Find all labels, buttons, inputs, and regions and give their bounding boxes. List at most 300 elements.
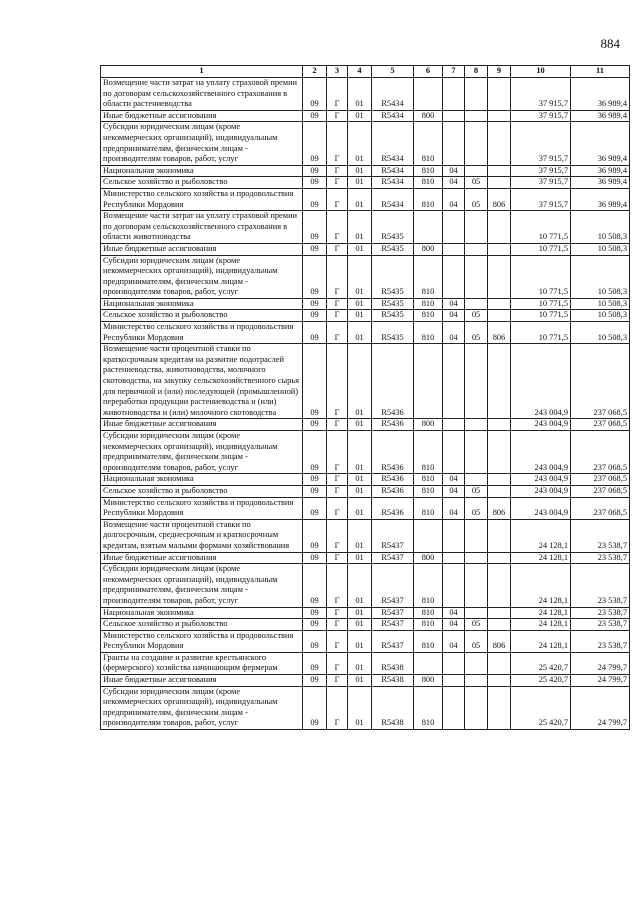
cell-section [443,675,465,687]
cell-target-code: R5436 [372,431,414,474]
cell-code-4: 01 [348,619,372,631]
cell-code-2: 09 [303,211,327,244]
cell-code-4: 01 [348,78,372,111]
cell-code-4: 01 [348,177,372,189]
cell-ministry-code [488,474,511,486]
cell-section [443,419,465,431]
cell-amount-year-1: 24 128,1 [511,619,571,631]
column-header-5: 5 [372,66,414,78]
cell-target-code: R5437 [372,619,414,631]
cell-row-name: Иные бюджетные ассигнования [101,243,303,255]
cell-code-4: 01 [348,211,372,244]
cell-ministry-code [488,243,511,255]
cell-code-3: Г [327,122,348,165]
cell-target-code: R5434 [372,122,414,165]
cell-section [443,122,465,165]
cell-ministry-code [488,344,511,419]
cell-amount-year-2: 237 068,5 [571,485,630,497]
cell-code-2: 09 [303,322,327,344]
cell-code-3: Г [327,497,348,519]
cell-amount-year-1: 24 128,1 [511,519,571,552]
cell-code-4: 01 [348,419,372,431]
cell-amount-year-2: 10 508,3 [571,322,630,344]
cell-code-2: 09 [303,78,327,111]
cell-section: 04 [443,607,465,619]
cell-code-2: 09 [303,177,327,189]
cell-amount-year-2: 23 538,7 [571,607,630,619]
cell-code-2: 09 [303,686,327,729]
cell-expense-type: 810 [414,122,443,165]
cell-section [443,564,465,607]
cell-code-4: 01 [348,431,372,474]
cell-section: 04 [443,322,465,344]
cell-section [443,255,465,298]
cell-target-code: R5435 [372,255,414,298]
cell-code-4: 01 [348,675,372,687]
cell-subsection [465,110,488,122]
cell-ministry-code [488,485,511,497]
cell-section: 04 [443,298,465,310]
cell-code-4: 01 [348,474,372,486]
cell-subsection [465,78,488,111]
cell-target-code: R5435 [372,211,414,244]
budget-table [100,65,630,730]
cell-target-code: R5435 [372,310,414,322]
cell-code-3: Г [327,165,348,177]
cell-expense-type: 810 [414,564,443,607]
cell-code-2: 09 [303,652,327,674]
cell-section [443,344,465,419]
cell-code-3: Г [327,188,348,210]
cell-subsection: 05 [465,322,488,344]
cell-target-code: R5437 [372,630,414,652]
cell-target-code: R5435 [372,322,414,344]
cell-amount-year-1: 37 915,7 [511,110,571,122]
cell-code-4: 01 [348,497,372,519]
cell-expense-type: 810 [414,322,443,344]
cell-subsection: 05 [465,188,488,210]
cell-expense-type [414,78,443,111]
cell-row-name: Возмещение части затрат на уплату страховой премии по договорам сельскохозяйственного страхования в области животноводства [101,211,303,244]
cell-code-2: 09 [303,431,327,474]
cell-code-4: 01 [348,322,372,344]
cell-code-4: 01 [348,552,372,564]
cell-ministry-code [488,310,511,322]
cell-code-2: 09 [303,255,327,298]
column-header-4: 4 [348,66,372,78]
cell-row-name: Министерство сельского хозяйства и продовольствия Республики Мордовия [101,322,303,344]
table-row [101,652,630,674]
cell-row-name: Сельское хозяйство и рыболовство [101,485,303,497]
cell-ministry-code [488,564,511,607]
table-row [101,255,630,298]
cell-section: 04 [443,310,465,322]
cell-expense-type [414,519,443,552]
cell-code-2: 09 [303,474,327,486]
cell-code-3: Г [327,607,348,619]
cell-row-name: Возмещение части процентной ставки по долгосрочным, среднесрочным и краткосрочным кредитам, взятым малыми формами хозяйствования [101,519,303,552]
cell-section [443,519,465,552]
cell-amount-year-1: 10 771,5 [511,298,571,310]
cell-expense-type: 810 [414,298,443,310]
cell-row-name: Национальная экономика [101,165,303,177]
cell-amount-year-2: 237 068,5 [571,474,630,486]
cell-section [443,552,465,564]
cell-row-name: Субсидии юридическим лицам (кроме некоммерческих организаций), индивидуальным предпринимателям, физическим лицам - производителям товаров, работ, услуг [101,431,303,474]
cell-amount-year-2: 23 538,7 [571,519,630,552]
table-row [101,607,630,619]
cell-subsection [465,255,488,298]
cell-amount-year-2: 237 068,5 [571,431,630,474]
cell-amount-year-1: 37 915,7 [511,188,571,210]
cell-subsection [465,122,488,165]
cell-row-name: Иные бюджетные ассигнования [101,110,303,122]
cell-amount-year-1: 243 004,9 [511,485,571,497]
cell-ministry-code [488,686,511,729]
cell-row-name: Национальная экономика [101,298,303,310]
cell-row-name: Субсидии юридическим лицам (кроме некоммерческих организаций), индивидуальным предпринимателям, физическим лицам - производителям товаров, работ, услуг [101,564,303,607]
cell-code-3: Г [327,519,348,552]
cell-target-code: R5438 [372,675,414,687]
cell-row-name: Национальная экономика [101,607,303,619]
cell-subsection [465,344,488,419]
cell-code-3: Г [327,686,348,729]
cell-expense-type [414,344,443,419]
cell-code-3: Г [327,78,348,111]
cell-section: 04 [443,474,465,486]
cell-amount-year-2: 36 989,4 [571,122,630,165]
cell-subsection [465,607,488,619]
cell-section [443,652,465,674]
cell-section: 04 [443,619,465,631]
cell-expense-type: 800 [414,243,443,255]
cell-subsection [465,564,488,607]
cell-expense-type: 810 [414,485,443,497]
cell-row-name: Министерство сельского хозяйства и продовольствия Республики Мордовия [101,630,303,652]
cell-target-code: R5438 [372,686,414,729]
cell-code-2: 09 [303,419,327,431]
cell-amount-year-2: 24 799,7 [571,652,630,674]
cell-amount-year-1: 10 771,5 [511,243,571,255]
cell-expense-type: 810 [414,630,443,652]
cell-code-3: Г [327,564,348,607]
cell-code-2: 09 [303,485,327,497]
cell-expense-type: 800 [414,552,443,564]
cell-subsection [465,474,488,486]
cell-amount-year-2: 24 799,7 [571,675,630,687]
cell-ministry-code [488,255,511,298]
table-row [101,211,630,244]
cell-code-2: 09 [303,675,327,687]
cell-amount-year-1: 243 004,9 [511,497,571,519]
cell-row-name: Сельское хозяйство и рыболовство [101,310,303,322]
cell-code-3: Г [327,431,348,474]
cell-row-name: Возмещение части процентной ставки по краткосрочным кредитам на развитие подотраслей растениеводства, животноводства, молочного скотоводства, на закупку сельскохозяйственного сырья для первичной и (или) последующей (промышленной) переработки продукции растениеводства и (или) животноводства и (или) молочного скотоводства [101,344,303,419]
cell-code-3: Г [327,255,348,298]
cell-row-name: Иные бюджетные ассигнования [101,552,303,564]
cell-ministry-code: 806 [488,630,511,652]
cell-row-name: Субсидии юридическим лицам (кроме некоммерческих организаций), индивидуальным предпринимателям, физическим лицам - производителям товаров, работ, услуг [101,122,303,165]
cell-section [443,686,465,729]
cell-amount-year-1: 10 771,5 [511,211,571,244]
cell-target-code: R5438 [372,652,414,674]
cell-row-name: Иные бюджетные ассигнования [101,419,303,431]
cell-section: 04 [443,165,465,177]
cell-expense-type: 810 [414,474,443,486]
cell-code-4: 01 [348,165,372,177]
table-row [101,519,630,552]
cell-code-4: 01 [348,243,372,255]
cell-amount-year-2: 36 989,4 [571,177,630,189]
cell-code-3: Г [327,485,348,497]
cell-expense-type: 810 [414,497,443,519]
cell-subsection [465,431,488,474]
table-row [101,165,630,177]
cell-row-name: Сельское хозяйство и рыболовство [101,619,303,631]
cell-subsection: 05 [465,619,488,631]
cell-section [443,431,465,474]
cell-subsection: 05 [465,310,488,322]
cell-code-3: Г [327,474,348,486]
cell-section: 04 [443,485,465,497]
cell-section [443,243,465,255]
cell-ministry-code [488,122,511,165]
cell-subsection [465,243,488,255]
cell-amount-year-1: 37 915,7 [511,78,571,111]
cell-target-code: R5437 [372,519,414,552]
cell-code-2: 09 [303,564,327,607]
cell-amount-year-2: 237 068,5 [571,344,630,419]
cell-expense-type: 810 [414,310,443,322]
cell-amount-year-1: 10 771,5 [511,310,571,322]
cell-row-name: Национальная экономика [101,474,303,486]
cell-row-name: Иные бюджетные ассигнования [101,675,303,687]
cell-code-4: 01 [348,110,372,122]
cell-ministry-code [488,78,511,111]
cell-amount-year-1: 243 004,9 [511,431,571,474]
cell-amount-year-1: 25 420,7 [511,675,571,687]
cell-subsection [465,519,488,552]
cell-amount-year-2: 36 989,4 [571,165,630,177]
table-row [101,310,630,322]
cell-expense-type: 810 [414,177,443,189]
cell-amount-year-2: 10 508,3 [571,255,630,298]
column-header-8: 8 [465,66,488,78]
cell-amount-year-1: 10 771,5 [511,322,571,344]
cell-amount-year-2: 24 799,7 [571,686,630,729]
cell-ministry-code [488,619,511,631]
cell-row-name: Министерство сельского хозяйства и продовольствия Республики Мордовия [101,497,303,519]
cell-ministry-code [488,165,511,177]
table-row [101,675,630,687]
cell-target-code: R5436 [372,474,414,486]
column-header-2: 2 [303,66,327,78]
cell-ministry-code [488,431,511,474]
column-header-9: 9 [488,66,511,78]
cell-code-3: Г [327,675,348,687]
cell-subsection [465,211,488,244]
cell-section [443,211,465,244]
cell-target-code: R5434 [372,188,414,210]
cell-expense-type [414,211,443,244]
table-row [101,188,630,210]
cell-subsection: 05 [465,485,488,497]
cell-code-3: Г [327,652,348,674]
cell-code-2: 09 [303,344,327,419]
cell-amount-year-2: 10 508,3 [571,310,630,322]
cell-amount-year-1: 24 128,1 [511,552,571,564]
table-row [101,177,630,189]
cell-code-4: 01 [348,188,372,210]
column-header-7: 7 [443,66,465,78]
cell-code-3: Г [327,344,348,419]
cell-expense-type: 810 [414,188,443,210]
cell-amount-year-1: 243 004,9 [511,344,571,419]
cell-code-4: 01 [348,122,372,165]
cell-code-3: Г [327,177,348,189]
cell-amount-year-2: 36 989,4 [571,110,630,122]
table-row [101,243,630,255]
cell-amount-year-1: 10 771,5 [511,255,571,298]
cell-target-code: R5437 [372,564,414,607]
cell-subsection [465,552,488,564]
cell-code-3: Г [327,310,348,322]
cell-subsection [465,165,488,177]
cell-ministry-code [488,298,511,310]
cell-amount-year-2: 23 538,7 [571,564,630,607]
cell-code-3: Г [327,110,348,122]
cell-target-code: R5436 [372,419,414,431]
cell-row-name: Возмещение части затрат на уплату страховой премии по договорам сельскохозяйственного страхования в области растениеводства [101,78,303,111]
cell-amount-year-1: 243 004,9 [511,419,571,431]
cell-expense-type: 810 [414,165,443,177]
cell-section [443,110,465,122]
cell-code-3: Г [327,211,348,244]
cell-expense-type: 800 [414,419,443,431]
cell-ministry-code [488,519,511,552]
cell-amount-year-2: 237 068,5 [571,497,630,519]
page-number: 884 [600,36,620,51]
cell-code-4: 01 [348,630,372,652]
cell-code-3: Г [327,298,348,310]
cell-amount-year-1: 37 915,7 [511,122,571,165]
cell-code-2: 09 [303,607,327,619]
cell-section: 04 [443,188,465,210]
cell-target-code: R5434 [372,177,414,189]
cell-code-4: 01 [348,652,372,674]
cell-ministry-code [488,211,511,244]
cell-code-3: Г [327,630,348,652]
cell-target-code: R5435 [372,298,414,310]
cell-code-4: 01 [348,564,372,607]
cell-subsection [465,298,488,310]
cell-code-2: 09 [303,519,327,552]
cell-code-4: 01 [348,607,372,619]
cell-target-code: R5437 [372,552,414,564]
cell-amount-year-1: 25 420,7 [511,686,571,729]
cell-subsection [465,419,488,431]
column-header-10: 10 [511,66,571,78]
cell-code-2: 09 [303,110,327,122]
cell-code-3: Г [327,243,348,255]
cell-subsection: 05 [465,630,488,652]
cell-subsection [465,686,488,729]
cell-amount-year-1: 243 004,9 [511,474,571,486]
cell-section: 04 [443,630,465,652]
cell-amount-year-2: 36 989,4 [571,78,630,111]
table-row [101,552,630,564]
table-row [101,497,630,519]
cell-amount-year-1: 37 915,7 [511,177,571,189]
cell-code-3: Г [327,619,348,631]
table-row [101,298,630,310]
cell-target-code: R5435 [372,243,414,255]
cell-expense-type: 810 [414,619,443,631]
cell-code-2: 09 [303,619,327,631]
table-row [101,686,630,729]
table-row [101,122,630,165]
table-row [101,630,630,652]
table-header-row [101,66,630,78]
cell-expense-type: 800 [414,110,443,122]
table-row [101,619,630,631]
cell-target-code: R5436 [372,344,414,419]
cell-code-2: 09 [303,552,327,564]
cell-row-name: Субсидии юридическим лицам (кроме некоммерческих организаций), индивидуальным предпринимателям, физическим лицам - производителям товаров, работ, услуг [101,686,303,729]
column-header-3: 3 [327,66,348,78]
cell-target-code: R5434 [372,165,414,177]
cell-ministry-code [488,607,511,619]
cell-ministry-code [488,552,511,564]
cell-ministry-code [488,419,511,431]
cell-amount-year-2: 10 508,3 [571,298,630,310]
cell-subsection: 05 [465,177,488,189]
cell-code-4: 01 [348,310,372,322]
table-row [101,419,630,431]
cell-code-2: 09 [303,497,327,519]
cell-code-2: 09 [303,188,327,210]
cell-subsection [465,652,488,674]
cell-code-4: 01 [348,255,372,298]
cell-amount-year-1: 24 128,1 [511,630,571,652]
table-row [101,485,630,497]
cell-code-4: 01 [348,485,372,497]
cell-code-4: 01 [348,298,372,310]
cell-target-code: R5436 [372,497,414,519]
cell-code-2: 09 [303,165,327,177]
cell-amount-year-2: 10 508,3 [571,211,630,244]
cell-row-name: Министерство сельского хозяйства и продовольствия Республики Мордовия [101,188,303,210]
cell-subsection [465,675,488,687]
cell-expense-type: 810 [414,607,443,619]
cell-amount-year-1: 24 128,1 [511,607,571,619]
table-row [101,78,630,111]
cell-code-3: Г [327,322,348,344]
cell-code-2: 09 [303,298,327,310]
cell-amount-year-1: 24 128,1 [511,564,571,607]
cell-code-4: 01 [348,519,372,552]
cell-expense-type: 800 [414,675,443,687]
table-row [101,564,630,607]
cell-amount-year-1: 37 915,7 [511,165,571,177]
cell-row-name: Сельское хозяйство и рыболовство [101,177,303,189]
cell-subsection: 05 [465,497,488,519]
cell-amount-year-2: 23 538,7 [571,619,630,631]
table-row [101,344,630,419]
cell-code-3: Г [327,419,348,431]
cell-target-code: R5437 [372,607,414,619]
cell-amount-year-2: 36 989,4 [571,188,630,210]
